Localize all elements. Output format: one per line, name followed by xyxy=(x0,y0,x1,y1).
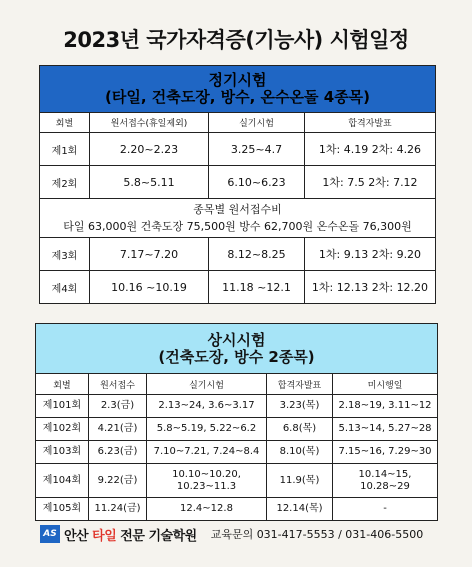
fee-details: 타일 63,000원 건축도장 75,500원 방수 62,700원 온수온돌 76,300원 xyxy=(63,220,412,233)
round-cell: 제4회 xyxy=(40,271,90,304)
permanent-exam-table xyxy=(35,323,438,521)
contact-info: 교육문의 031-417-5553 / 031-406-5500 xyxy=(210,528,424,541)
excluded-days-cell: 5.13~14, 5.27~28 xyxy=(333,418,438,441)
results-cell: 1차: 4.19 2차: 4.26 xyxy=(305,133,436,166)
practical-cell: 3.25~4.7 xyxy=(209,133,305,166)
round-cell: 제101회 xyxy=(36,395,89,418)
round-cell: 제2회 xyxy=(40,166,90,199)
table-row xyxy=(40,166,436,199)
results-cell: 1차: 9.13 2차: 9.20 xyxy=(305,238,436,271)
permanent-exam-title: 상시시험 xyxy=(207,330,266,349)
excluded-days-cell: - xyxy=(333,498,438,521)
results-cell: 3.23(목) xyxy=(267,395,333,418)
table-row xyxy=(36,498,438,521)
table-row xyxy=(36,395,438,418)
practical-cell: 5.8~5.19, 5.22~6.2 xyxy=(147,418,267,441)
regular-exam-header xyxy=(40,66,436,113)
application-cell: 10.16 ~10.19 xyxy=(90,271,209,304)
round-cell: 제103회 xyxy=(36,441,89,464)
academy-name: 안산 타일 전문 기술학원 xyxy=(64,528,197,544)
col-header-round: 회별 xyxy=(40,113,90,133)
practical-cell: 8.12~8.25 xyxy=(209,238,305,271)
excluded-days-cell: 10.14~15, 10.28~29 xyxy=(333,464,438,498)
table-row xyxy=(40,271,436,304)
academy-logo: AS xyxy=(40,525,60,543)
table-row xyxy=(36,441,438,464)
results-cell: 6.8(목) xyxy=(267,418,333,441)
col-header-results: 합격자발표 xyxy=(305,113,436,133)
practical-cell: 12.4~12.8 xyxy=(147,498,267,521)
round-cell: 제1회 xyxy=(40,133,90,166)
results-cell: 11.9(목) xyxy=(267,464,333,498)
round-cell: 제102회 xyxy=(36,418,89,441)
table-row xyxy=(40,133,436,166)
excluded-days-cell: 7.15~16, 7.29~30 xyxy=(333,441,438,464)
application-cell: 2.20~2.23 xyxy=(90,133,209,166)
results-cell: 8.10(목) xyxy=(267,441,333,464)
round-cell: 제105회 xyxy=(36,498,89,521)
results-cell: 1차: 12.13 2차: 12.20 xyxy=(305,271,436,304)
results-cell: 12.14(목) xyxy=(267,498,333,521)
regular-exam-title: 정기시험 xyxy=(208,71,267,89)
application-cell: 4.21(금) xyxy=(89,418,147,441)
regular-exam-subtitle: (타일, 건축도장, 방수, 온수온돌 4종목) xyxy=(105,88,370,106)
application-cell: 2.3(금) xyxy=(89,395,147,418)
practical-cell: 6.10~6.23 xyxy=(209,166,305,199)
results-cell: 1차: 7.5 2차: 7.12 xyxy=(305,166,436,199)
page-title: 2023년 국가자격증(기능사) 시험일정 xyxy=(63,28,409,52)
permanent-exam-subtitle: (건축도장, 방수 2종목) xyxy=(158,347,315,366)
round-cell: 제104회 xyxy=(36,464,89,498)
col-header-application: 원서접수(휴일제외) xyxy=(90,113,209,133)
col-header-practical: 실기시험 xyxy=(209,113,305,133)
table-row xyxy=(36,418,438,441)
application-cell: 9.22(금) xyxy=(89,464,147,498)
permanent-exam-header xyxy=(36,324,438,374)
col-header-practical: 실기시험 xyxy=(147,374,267,395)
fee-title: 종목별 원서접수비 xyxy=(193,203,282,216)
fee-row xyxy=(40,199,436,238)
excluded-days-cell: 2.18~19, 3.11~12 xyxy=(333,395,438,418)
col-header-excluded-days: 미시행일 xyxy=(333,374,438,395)
regular-exam-table xyxy=(39,65,436,304)
col-header-round: 회별 xyxy=(36,374,89,395)
practical-cell: 11.18 ~12.1 xyxy=(209,271,305,304)
round-cell: 제3회 xyxy=(40,238,90,271)
practical-cell: 2.13~24, 3.6~3.17 xyxy=(147,395,267,418)
application-cell: 6.23(금) xyxy=(89,441,147,464)
col-header-application: 원서접수 xyxy=(89,374,147,395)
application-cell: 11.24(금) xyxy=(89,498,147,521)
application-cell: 5.8~5.11 xyxy=(90,166,209,199)
regular-column-headers xyxy=(40,113,436,133)
application-cell: 7.17~7.20 xyxy=(90,238,209,271)
permanent-column-headers xyxy=(36,374,438,395)
footer xyxy=(40,523,440,545)
practical-cell: 7.10~7.21, 7.24~8.4 xyxy=(147,441,267,464)
col-header-results: 합격자발표 xyxy=(267,374,333,395)
table-row xyxy=(40,238,436,271)
practical-cell: 10.10~10.20, 10.23~11.3 xyxy=(147,464,267,498)
table-row xyxy=(36,464,438,498)
